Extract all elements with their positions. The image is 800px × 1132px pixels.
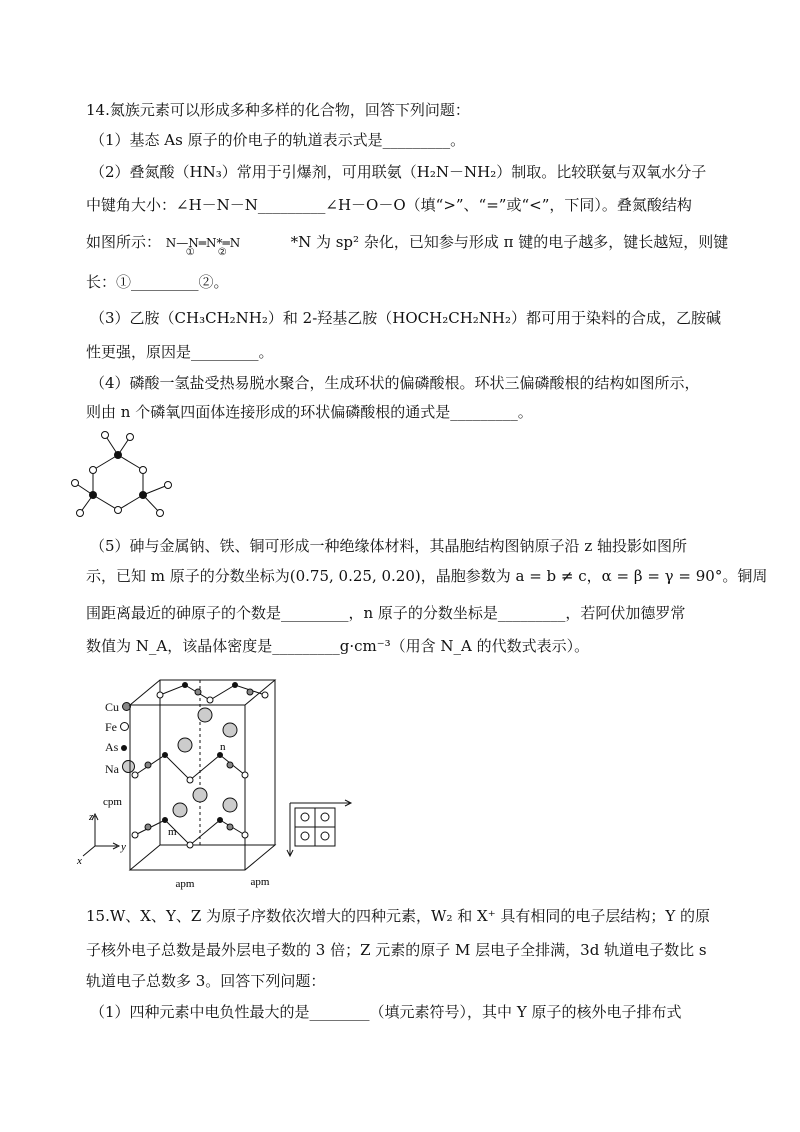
- line-q14-4a: （4）磷酸一氢盐受热易脱水聚合，生成环状的偏磷酸根。环状三偏磷酸根的结构如图所示，: [90, 374, 700, 392]
- line-q14-5d: 数值为 N_A，该晶体密度是_________g·cm⁻³（用含 N_A 的代数式表示）。: [86, 637, 590, 655]
- line-q14-5a: （5）砷与金属钠、铁、铜可形成一种绝缘体材料，其晶胞结构图钠原子沿 z 轴投影如图所: [90, 537, 687, 555]
- line-q14-2a: （2）叠氮酸（HN₃）常用于引爆剂，可用联氨（H₂N－NH₂）制取。比较联氨与双氧水分子: [90, 163, 707, 181]
- prefix: 如图所示：: [86, 233, 162, 251]
- line-q14-5b: 示，已知 m 原子的分数坐标为(0.75, 0.25, 0.20)，晶胞参数为 a = b ≠ c，α = β = γ = 90°。铜周: [86, 567, 768, 585]
- line-q14-2d: 长：①_________②。: [86, 273, 229, 291]
- projection-figure: [285, 795, 355, 865]
- label-apm-1: apm: [175, 878, 195, 890]
- label-n: n: [220, 741, 226, 753]
- line-q14-5c: 围距离最近的砷原子的个数是_________，n 原子的分数坐标是_________，若阿伏加德罗常: [86, 604, 686, 622]
- label-m: m: [168, 826, 177, 838]
- legend-cu-label: Cu: [105, 700, 120, 714]
- line-q15-2: 子核外电子总数是最外层电子数的 3 倍；Z 元素的原子 M 层电子全排满，3d 轨道电子数比 s: [86, 941, 707, 959]
- line-q14-2b: 中键角大小：∠H－N－N_________∠H－O－O（填“>”、“=”或“<”，下同）。叠氮酸结构: [86, 196, 692, 214]
- legend-fe-label: Fe: [105, 720, 117, 734]
- axis-z: z: [89, 811, 94, 823]
- axis-x: x: [77, 855, 82, 867]
- legend-as-label: As: [105, 740, 119, 754]
- axes-figure: [75, 808, 135, 868]
- line-q15-1: 15.W、X、Y、Z 为原子序数依次增大的四种元素，W₂ 和 X⁺ 具有相同的电子层结构；Y 的原: [86, 907, 711, 925]
- line-q14-4b: 则由 n 个磷氧四面体连接形成的环状偏磷酸根的通式是_________。: [86, 403, 533, 421]
- axis-y: y: [121, 841, 126, 853]
- hn3-structure: [165, 233, 286, 258]
- line-q15-3: 轨道电子总数多 3。回答下列问题：: [86, 972, 326, 990]
- legend-na-label: Na: [105, 762, 119, 776]
- hn3-bonds: N—N═N*═N: [165, 236, 241, 250]
- line-q14-title: 14.氮族元素可以形成多种多样的化合物，回答下列问题：: [86, 101, 470, 119]
- line-q15-4: （1）四种元素中电负性最大的是________（填元素符号），其中 Y 原子的核外电子排布式: [90, 1003, 682, 1021]
- line-q14-3b: 性更强，原因是_________。: [86, 343, 274, 361]
- line-q14-2c: [86, 232, 729, 258]
- line-q14-3a: （3）乙胺（CH₃CH₂NH₂）和 2-羟基乙胺（HOCH₂CH₂NH₂）都可用于染料的合成，乙胺碱: [90, 309, 722, 327]
- bond-label-1: ①: [185, 247, 195, 258]
- bond-label-2: ②: [217, 247, 227, 258]
- label-cpm: cpm: [103, 796, 122, 808]
- line-q14-2c-text: *N 为 sp² 杂化，已知参与形成 π 键的电子越多，键长越短，则键: [290, 233, 729, 251]
- metaphosphate-ring-figure: [70, 425, 180, 525]
- label-apm-2: apm: [250, 876, 270, 888]
- line-q14-1: （1）基态 As 原子的价电子的轨道表示式是_________。: [90, 131, 466, 149]
